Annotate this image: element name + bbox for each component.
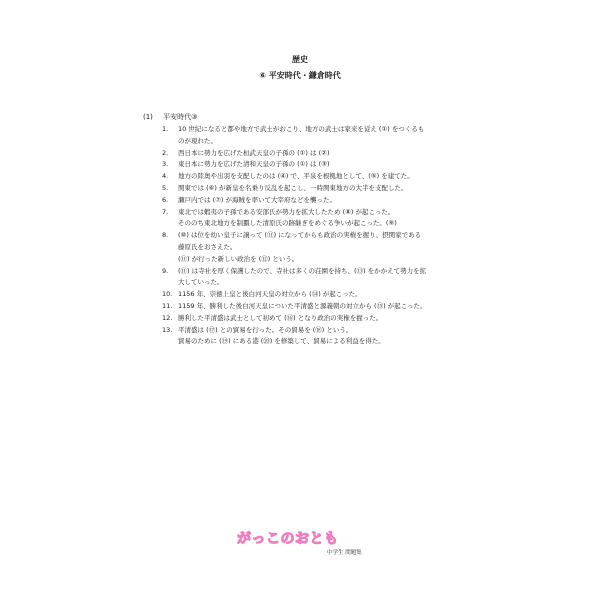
question-line: 地方の陸奥や出羽を支配したのは (④) で、平泉を根拠地として、(⑤) を建てた。 <box>178 172 414 181</box>
question-item <box>162 325 472 349</box>
question-item <box>162 171 472 183</box>
question-number: 4. <box>162 172 169 181</box>
question-number: 13. <box>162 325 173 334</box>
question-line: (⑪) が行った新しい政治を (⑫) という。 <box>178 254 299 263</box>
question-line: 1156 年、崇徳上皇と後白河天皇の対立から (⑭) が起こった。 <box>178 290 362 299</box>
question-line: 西日本に勢力を広げた桓武天皇の子孫の (①) は (②) <box>178 148 330 157</box>
question-text <box>178 289 472 301</box>
question-line: 大していった。 <box>178 278 224 287</box>
question-text <box>178 230 472 265</box>
question-line: 関東では (⑥) が新皇を名乗り反乱を起こし、一時関東地方の大半を支配した。 <box>178 183 408 192</box>
question-line: 平清盛は (⑰) との貿易を行った。その貿易を (⑱) という。 <box>178 325 353 334</box>
question-number: 11. <box>162 301 173 310</box>
question-line: 東日本に勢力を広げた清和天皇の子孫の (①) は (③) <box>178 160 330 169</box>
question-item <box>162 159 472 171</box>
question-text <box>178 266 472 290</box>
question-line: 瀬戸内では (⑦) が海賊を率いて大宰府などを襲った。 <box>178 195 337 204</box>
footer-note: 中学生 問題集 <box>327 550 362 556</box>
question-line: のが現れた。 <box>178 136 217 145</box>
question-line: 東北では蝦夷の子孫である安部氏が勢力を拡大したため (⑧) が起こった。 <box>178 207 395 216</box>
question-item <box>162 183 472 195</box>
question-line: 勝利した平清盛は武士として初めて (⑯) となり政治の実権を握った。 <box>178 313 383 322</box>
svg-text:がっこのおとも: がっこのおとも <box>237 531 339 547</box>
question-number: 5. <box>162 183 169 192</box>
question-text <box>178 124 472 148</box>
question-list <box>162 124 472 348</box>
question-text <box>178 301 472 313</box>
question-text <box>178 325 472 349</box>
question-line: 貿易のために (⑲) にある港 (⑳) を修築して、貿易による利益を得た。 <box>178 337 385 346</box>
subject-title: 歴史 <box>292 55 308 64</box>
section-title: 平安時代③ <box>163 113 198 121</box>
question-number: 2. <box>162 148 169 157</box>
gakko-no-otomo-logo <box>235 528 339 548</box>
question-item <box>162 148 472 160</box>
section-label: (1) <box>143 113 153 121</box>
question-text <box>178 313 472 325</box>
question-text <box>178 183 472 195</box>
question-item <box>162 230 472 265</box>
question-number: 6. <box>162 195 169 204</box>
question-item <box>162 289 472 301</box>
question-text <box>178 207 472 231</box>
question-line: 10 世紀になると都や地方で武士がおこり、地方の武士は家来を従え (①) をつくるも <box>178 125 425 133</box>
question-item <box>162 124 472 148</box>
question-line: 藤原氏をおさえた。 <box>178 242 237 251</box>
question-number: 1. <box>162 125 169 133</box>
question-number: 7. <box>162 207 169 216</box>
question-number: 9. <box>162 266 169 275</box>
question-item <box>162 207 472 231</box>
question-line: 1159 年、勝利した後白河天皇についた平清盛と源義朝の対立から (⑮) が起こった。 <box>178 301 427 310</box>
question-item <box>162 301 472 313</box>
question-line: そののち東北地方を制覇した清原氏の跡継ぎをめぐる争いが起こった。(⑨) <box>178 219 397 228</box>
question-line: (⑪) は寺社を厚く保護したので、寺社は多くの荘園を持ち、(⑬) をかかえて勢力を拡 <box>178 266 427 275</box>
question-item <box>162 313 472 325</box>
chapter-title: ⑥ 平安時代・鎌倉時代 <box>259 71 341 80</box>
question-number: 8. <box>162 231 169 240</box>
question-text <box>178 195 472 207</box>
question-text <box>178 171 472 183</box>
question-item <box>162 266 472 290</box>
question-text <box>178 159 472 171</box>
question-number: 12. <box>162 313 173 322</box>
question-number: 3. <box>162 160 169 169</box>
section-heading <box>143 112 197 122</box>
question-number: 10. <box>162 290 173 299</box>
question-item <box>162 195 472 207</box>
question-text <box>178 148 472 160</box>
question-line: (⑩) は位を幼い皇子に譲って (⑪) になってからも政治の実権を握り、摂関家である <box>178 231 422 240</box>
